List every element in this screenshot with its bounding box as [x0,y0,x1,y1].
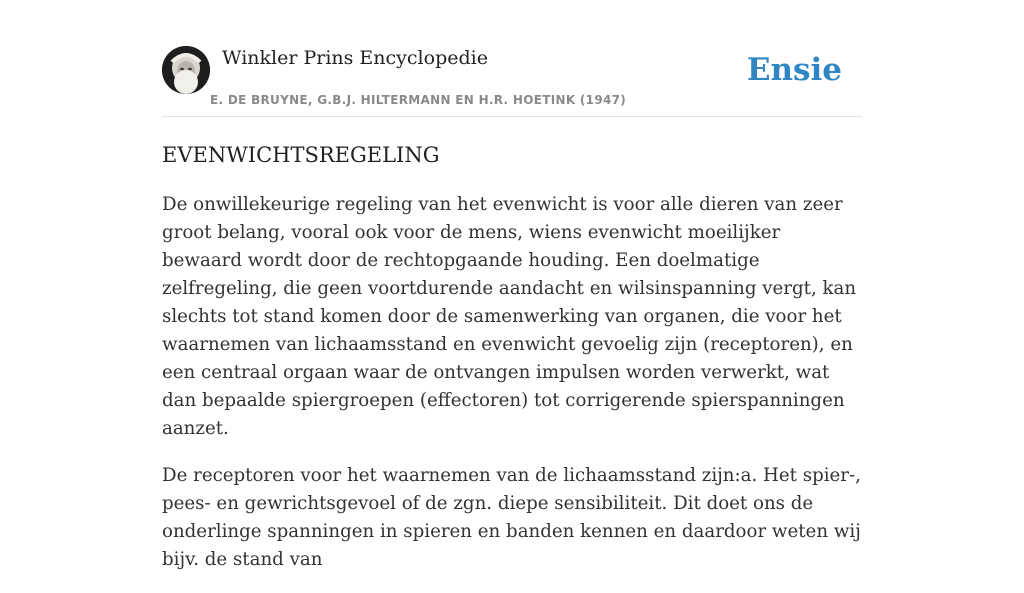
page-header [162,46,862,117]
article-title: EVENWICHTSREGELING [162,143,440,167]
publication-title[interactable]: Winkler Prins Encyclopedie [222,47,488,69]
article-paragraph: De receptoren voor het waarnemen van de lichaamsstand zijn:a. Het spier-, pees- en gewrichtsgevoel of de zgn. diepe sensibiliteit. Dit doet ons de onderlinge spanningen in spieren en banden kennen en daardoor weten wij bijv. de stand van [162,465,861,570]
brand-logo[interactable]: Ensie [746,52,842,88]
author-avatar[interactable] [162,46,210,94]
article-page [162,0,862,570]
article-paragraph: De onwillekeurige regeling van het evenwicht is voor alle dieren van zeer groot belang, vooral ook voor de mens, wiens evenwicht moeilijker bewaard wordt door de rechtopgaande houding. Een doelmatige zelfregeling, die geen voortdurende aandacht en wilsinspanning vergt, kan slechts tot stand komen door de samenwerking van organen, die voor het waarnemen van lichaamsstand en evenwicht gevoelig zijn (receptoren), en een centraal orgaan waar de ontvangen impulsen worden verwerkt, wat dan bepaalde spiergroepen (effectoren) tot corrigerende spierspanningen aanzet. [162,194,857,439]
article-body [162,191,862,593]
authors-line: E. DE BRUYNE, G.B.J. HILTERMANN EN H.R. HOETINK (1947) [210,93,627,107]
author-portrait-icon [162,46,210,94]
